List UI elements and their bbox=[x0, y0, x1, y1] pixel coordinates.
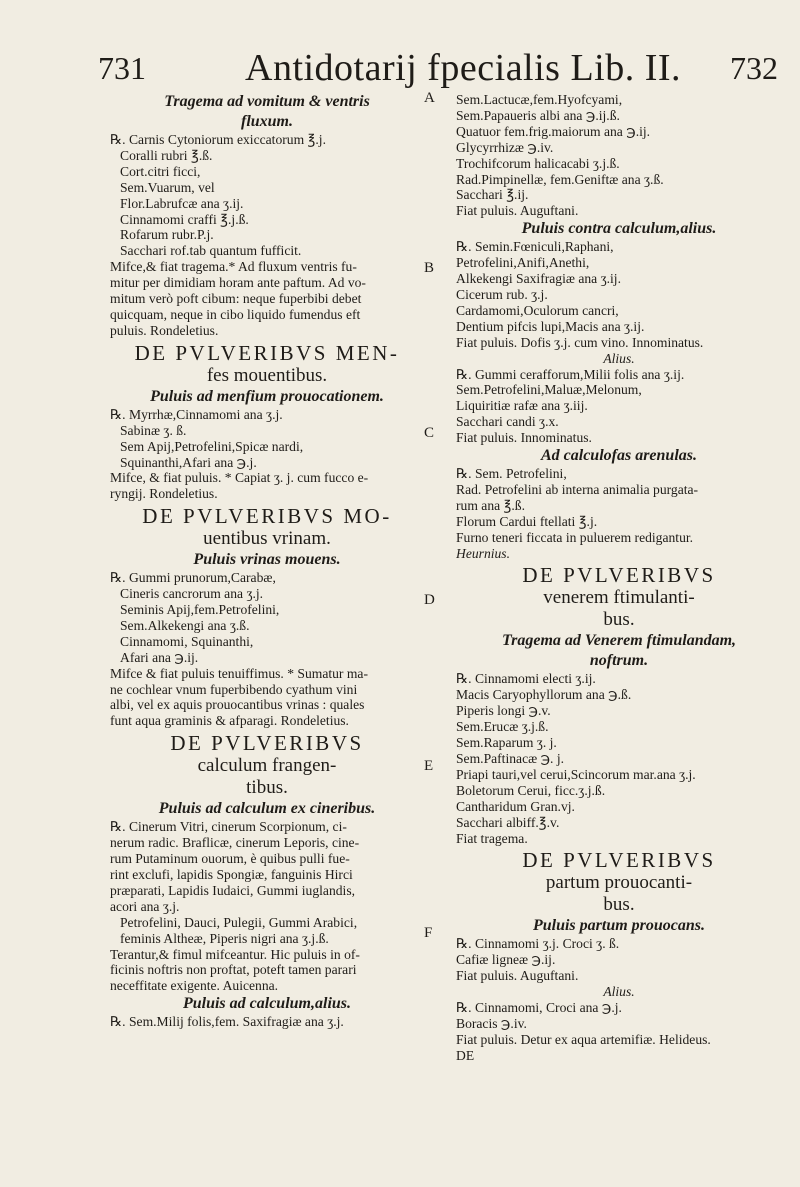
text-line: Rad.Pimpinellæ, fem.Geniftæ ana ʒ.ß. bbox=[456, 171, 664, 187]
text-line: Trochifcorum halicacabi ʒ.j.ß. bbox=[456, 155, 620, 171]
text-line: Alius. bbox=[603, 984, 635, 1000]
margin-letter-f: F bbox=[424, 925, 433, 941]
recipe-title: fluxum. bbox=[240, 113, 293, 130]
text-line: feminis Altheæ, Piperis nigri ana ʒ.j.ß. bbox=[120, 930, 329, 946]
running-header bbox=[0, 47, 800, 90]
text-line: rum Putaminum ouorum, è quibus pulli fue- bbox=[110, 851, 350, 867]
section-heading: venerem ftimulanti- bbox=[543, 587, 695, 609]
text-line: Petrofelini, Dauci, Pulegii, Gummi Arabici, bbox=[120, 914, 358, 930]
text-line: Sacchari rof.tab quantum fufficit. bbox=[120, 243, 302, 259]
text-line: mitur per dimidiam horam ante paftum. Ad vo- bbox=[110, 275, 366, 291]
text-line: ℞. Gummi prunorum,Carabæ, bbox=[110, 570, 276, 586]
text-line: ℞. Cinerum Vitri, cinerum Scorpionum, ci- bbox=[110, 819, 347, 835]
page-number-right: 732 bbox=[730, 50, 778, 86]
text-line: Sem.Paftinacæ ℈. j. bbox=[456, 751, 565, 766]
text-line: ryngij. Rondeletius. bbox=[110, 486, 218, 502]
text-line: Rofarum rubr.P.j. bbox=[120, 227, 214, 243]
text-line: ℞. Carnis Cytoniorum exiccatorum ℥.j. bbox=[110, 132, 326, 147]
text-line: ℞. Sem. Petrofelini, bbox=[456, 466, 567, 482]
section-heading: uentibus vrinam. bbox=[203, 528, 331, 550]
text-line: præparati, Lapidis Iudaici, Gummi iuglandis, bbox=[110, 882, 356, 898]
text-line: Cafiæ ligneæ ℈.ij. bbox=[456, 952, 556, 968]
text-line: Fiat puluis. Dofis ʒ.j. cum vino. Innominatus. bbox=[456, 334, 704, 350]
text-line: Petrofelini,Anifi,Anethi, bbox=[456, 255, 590, 271]
text-line: Heurnius. bbox=[456, 545, 510, 561]
text-line: ℞. Myrrhæ,Cinnamomi ana ʒ.j. bbox=[110, 406, 283, 422]
text-line: ℞. Cinnamomi electi ʒ.ij. bbox=[456, 671, 596, 687]
text-line: Quatuor fem.frig.maiorum ana ℈.ij. bbox=[456, 123, 651, 139]
margin-letter-b: B bbox=[424, 260, 435, 276]
text-line: Boracis ℈.iv. bbox=[456, 1015, 527, 1031]
text-line: Fiat puluis. Auguftani. bbox=[456, 203, 579, 219]
recipe-title: Puluis partum prouocans. bbox=[532, 917, 706, 935]
text-line: Dentium pifcis lupi,Macis ana ʒ.ij. bbox=[456, 318, 645, 334]
section-heading: DE PVLVERIBVS MEN- bbox=[134, 340, 400, 365]
margin-letter-d: D bbox=[424, 592, 435, 608]
recipe-title: Puluis ad menfium prouocationem. bbox=[150, 387, 384, 405]
section-heading: partum prouocanti- bbox=[545, 872, 693, 894]
section-heading: DE PVLVERIBVS MO- bbox=[142, 504, 392, 529]
text-line: Sacchari ℥.ij. bbox=[456, 187, 529, 203]
text-line: Fiat puluis. Auguftani. bbox=[456, 968, 579, 984]
text-line: Afari ana ℈.ij. bbox=[120, 649, 199, 665]
text-line: Cantharidum Gran.vj. bbox=[456, 798, 575, 814]
text-line: Coralli rubri ℥.ß. bbox=[120, 147, 213, 163]
text-line: albi, vel ex aquis prouocantibus vrinas : quales bbox=[110, 697, 365, 713]
text-line: Alkekengi Saxifragiæ ana ʒ.ij. bbox=[456, 271, 621, 287]
recipe-title: Tragema ad vomitum & ventris bbox=[164, 93, 370, 110]
text-line: Sem.Lactucæ,fem.Hyofcyami, bbox=[456, 92, 623, 107]
text-line: nerum radic. Braflicæ, cinerum Leporis, cine- bbox=[110, 835, 360, 851]
text-line: ℞. Gummi cerafforum,Milii folis ana ʒ.ij. bbox=[456, 366, 685, 382]
text-line: Liquiritiæ rafæ ana ʒ.iij. bbox=[456, 398, 588, 414]
text-line: Cineris cancrorum ana ʒ.j. bbox=[120, 586, 264, 602]
text-line: funt aqua graminis & afparagi. Rondeletius. bbox=[110, 713, 349, 729]
margin-letter-a: A bbox=[424, 90, 435, 106]
text-line: rint exclufi, lapidis Spongiæ, fanguinis Hirci bbox=[110, 867, 353, 882]
text-line: ficinis noftris non proftat, poteft tamen parari bbox=[110, 962, 357, 978]
text-line: Fiat puluis. Detur ex aqua artemifiæ. Helideus. bbox=[456, 1031, 711, 1047]
text-line: Sem.Erucæ ʒ.j.ß. bbox=[456, 719, 549, 735]
text-line: neceffitate exigente. Auicenna. bbox=[110, 978, 279, 994]
text-line: acori ana ʒ.j. bbox=[110, 898, 180, 914]
text-line: ℞. Cinnamomi, Croci ana ℈.j. bbox=[456, 1000, 622, 1016]
section-heading: DE PVLVERIBVS bbox=[522, 848, 716, 873]
section-heading: bus. bbox=[603, 609, 635, 631]
section-heading: calculum frangen- bbox=[197, 755, 337, 777]
text-line: Mifce & fiat puluis tenuiffimus. * Sumatur ma- bbox=[110, 665, 368, 681]
text-line: ne cochlear vnum fuperbibendo cyathum vini bbox=[110, 681, 358, 697]
text-line: Sacchari candi ʒ.x. bbox=[456, 414, 559, 430]
margin-letter-c: C bbox=[424, 425, 435, 441]
text-line: Cinnamomi craffi ℥.j.ß. bbox=[120, 211, 249, 227]
left-text-column bbox=[110, 92, 424, 1030]
text-line: Terantur,& fimul mifceantur. Hic puluis in of- bbox=[110, 946, 360, 962]
text-line: Glycyrrhizæ ℈.iv. bbox=[456, 139, 554, 155]
text-line: Sem.Vuarum, vel bbox=[120, 179, 215, 195]
text-line: Cicerum rub. ʒ.j. bbox=[456, 286, 548, 302]
text-line: Mifce, & fiat puluis. * Capiat ʒ. j. cum fucco e- bbox=[110, 470, 369, 486]
text-line: ℞. Semin.Fœniculi,Raphani, bbox=[456, 239, 614, 255]
text-line: puluis. Rondeletius. bbox=[110, 322, 219, 338]
recipe-title: Puluis ad calculum ex cineribus. bbox=[158, 800, 376, 818]
text-line: Cardamomi,Oculorum cancri, bbox=[456, 302, 619, 318]
text-line: Mifce,& fiat tragema.* Ad fluxum ventris fu- bbox=[110, 259, 357, 275]
text-line: Sem.Alkekengi ana ʒ.ß. bbox=[120, 617, 250, 633]
text-line: Piperis longi ℈.v. bbox=[456, 703, 551, 719]
text-line: ℞. Cinnamomi ʒ.j. Croci ʒ. ß. bbox=[456, 936, 620, 952]
text-line: rum ana ℥.ß. bbox=[456, 497, 526, 513]
recipe-title: Puluis vrinas mouens. bbox=[193, 551, 341, 569]
text-line: ℞. Sem.Milij folis,fem. Saxifragiæ ana ʒ.j. bbox=[110, 1014, 344, 1030]
text-line: Flor.Labrufcæ ana ʒ.ij. bbox=[120, 195, 244, 211]
text-line: Seminis Apij,fem.Petrofelini, bbox=[120, 602, 280, 618]
section-heading: fes mouentibus. bbox=[206, 364, 328, 386]
recipe-title: Ad calculofas arenulas. bbox=[540, 447, 697, 465]
section-heading: DE PVLVERIBVS bbox=[522, 563, 716, 588]
text-line: Cort.citri ficci, bbox=[120, 163, 201, 179]
section-heading: tibus. bbox=[246, 777, 288, 799]
text-line: quicquam, neque in cibo liquido fumendus eft bbox=[110, 306, 361, 322]
text-line: Sem Apij,Petrofelini,Spicæ nardi, bbox=[120, 438, 304, 454]
text-line: Sem.Raparum ʒ. j. bbox=[456, 735, 557, 751]
text-line: Alius. bbox=[603, 350, 635, 366]
recipe-title: Puluis ad calculum,alius. bbox=[182, 995, 352, 1013]
section-heading: DE PVLVERIBVS bbox=[170, 731, 364, 756]
text-line: Squinanthi,Afari ana ℈.j. bbox=[120, 454, 257, 470]
text-line: Boletorum Cerui, ficc.ʒ.j.ß. bbox=[456, 782, 606, 798]
text-line: Fiat tragema. bbox=[456, 830, 528, 846]
running-title: Antidotarij fpecialis Lib. II. bbox=[245, 47, 682, 89]
text-line: Sem.Papaueris albi ana ℈.ij.ß. bbox=[456, 107, 620, 123]
recipe-title: Puluis contra calculum,alius. bbox=[521, 220, 717, 238]
section-heading: bus. bbox=[603, 894, 635, 916]
text-line: Rad. Petrofelini ab interna animalia purgata- bbox=[456, 481, 699, 497]
text-line: DE bbox=[456, 1047, 475, 1063]
margin-letter-e: E bbox=[424, 758, 434, 774]
text-line: Sem.Petrofelini,Maluæ,Melonum, bbox=[456, 382, 642, 398]
right-text-column bbox=[456, 92, 782, 1064]
text-line: Priapi tauri,vel cerui,Scincorum mar.ana ʒ.j. bbox=[456, 766, 696, 782]
text-line: Florum Cardui ftellati ℥.j. bbox=[456, 513, 598, 529]
text-line: Sabinæ ʒ. ß. bbox=[120, 422, 187, 438]
text-line: Cinnamomi, Squinanthi, bbox=[120, 633, 254, 649]
page-number-left: 731 bbox=[98, 50, 146, 86]
recipe-title: Tragema ad Venerem ftimulandam, bbox=[501, 632, 737, 650]
text-line: Fiat puluis. Innominatus. bbox=[456, 430, 592, 446]
text-line: Furno teneri ficcata in puluerem redigantur. bbox=[456, 529, 694, 545]
text-line: Macis Caryophyllorum ana ℈.ß. bbox=[456, 687, 632, 703]
recipe-title: noftrum. bbox=[589, 652, 649, 670]
text-line: Sacchari albiff.℥.v. bbox=[456, 814, 560, 830]
text-line: mitum verò poft cibum: neque fuperbibi debet bbox=[110, 291, 362, 307]
